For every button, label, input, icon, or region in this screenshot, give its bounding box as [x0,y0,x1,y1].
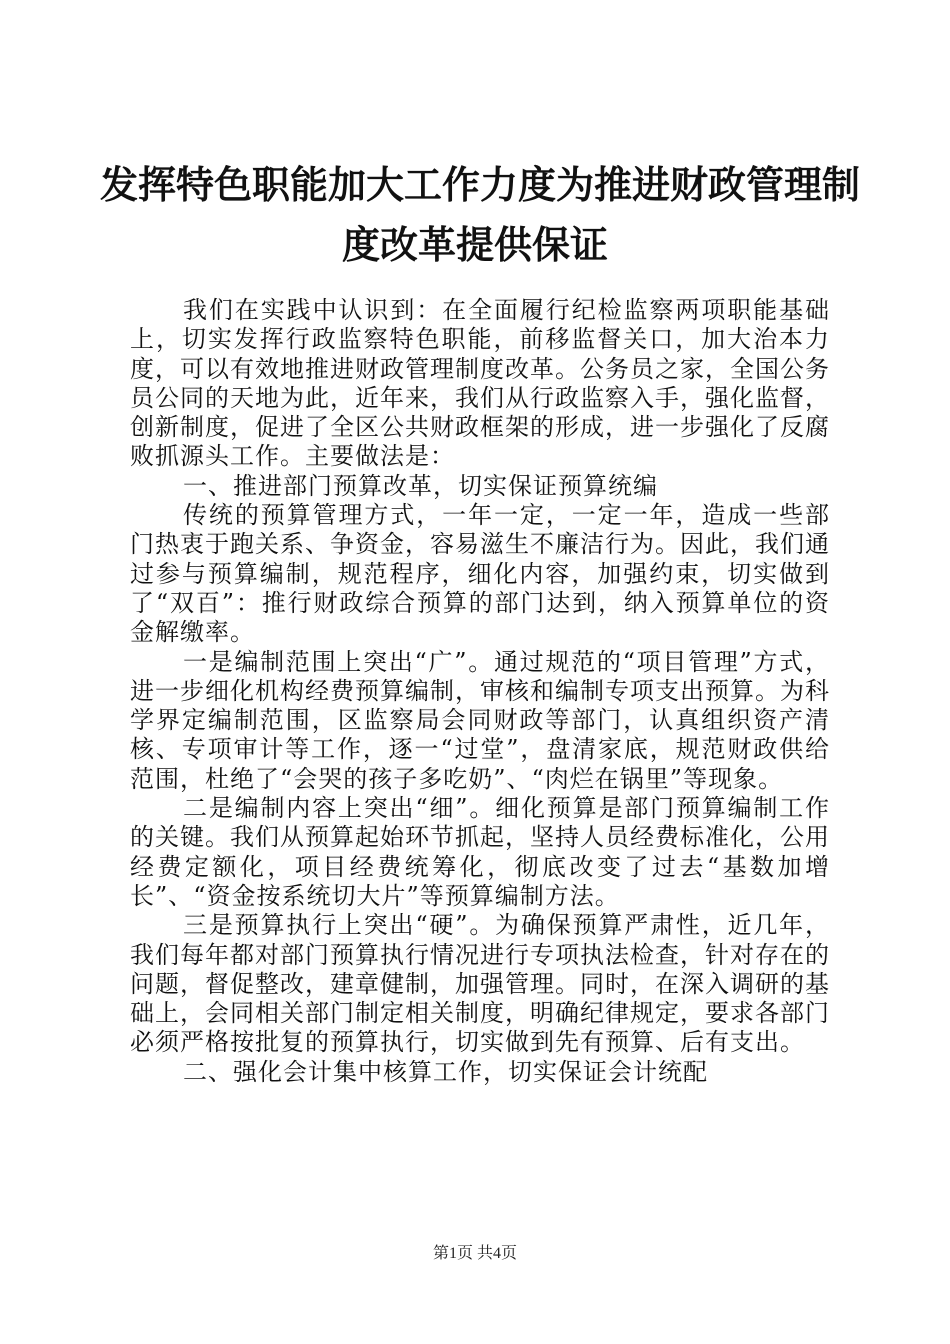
page-footer: 第1页 共4页 [432,1245,517,1262]
paragraph-intro: 我们在实践中认识到：在全面履行纪检监察两项职能基础上，切实发挥行政监察特色职能，前移监督关口，加大治本力度，可以有效地推进财政管理制度改革。公务员之家，全国公务员公同的天地为此，近年来，我们从行政监察入手，强化监督，创新制度，促进了全区公共财政框架的形成，进一步强化了反腐败抓源头工作。主要做法是： [130,296,830,471]
paragraph-point-two: 二是编制内容上突出“细”。细化预算是部门预算编制工作的关键。我们从预算起始环节抓起，坚持人员经费标准化，公用经费定额化，项目经费统筹化，彻底改变了过去“基数加增长”、“资金按系统切大片”等预算编制方法。 [130,794,830,910]
document-title [100,155,861,275]
paragraph-point-one: 一是编制范围上突出“广”。通过规范的“项目管理”方式，进一步细化机构经费预算编制，审核和编制专项支出预算。为科学界定编制范围，区监察局会同财政等部门，认真组织资产清核、专项审计等工作，逐一“过堂”，盘清家底，规范财政供给范围，杜绝了“会哭的孩子多吃奶”、“肉烂在锅里”等现象。 [130,647,830,793]
document-body [130,296,830,1087]
title-line-2: 度改革提供保证 [341,223,608,267]
paragraph-point-three: 三是预算执行上突出“硬”。为确保预算严肃性，近几年，我们每年都对部门预算执行情况进行专项执法检查，针对存在的问题，督促整改，建章健制，加强管理。同时，在深入调研的基础上，会同相关部门制定相关制度，明确纪律规定，要求各部门必须严格按批复的预算执行，切实做到先有预算、后有支出。 [130,911,830,1057]
section-heading-2: 二、强化会计集中核算工作，切实保证会计统配 [183,1057,708,1086]
paragraph-traditional-budget: 传统的预算管理方式，一年一定，一定一年，造成一些部门热衷于跑关系、争资金，容易滋生不廉洁行为。因此，我们通过参与预算编制，规范程序，细化内容，加强约束，切实做到了“双百”：推行财政综合预算的部门达到，纳入预算单位的资金解缴率。 [130,501,830,647]
title-line-1: 发挥特色职能加大工作力度为推进财政管理制 [100,163,861,207]
section-heading-1: 一、推进部门预算改革，切实保证预算统编 [183,471,658,500]
